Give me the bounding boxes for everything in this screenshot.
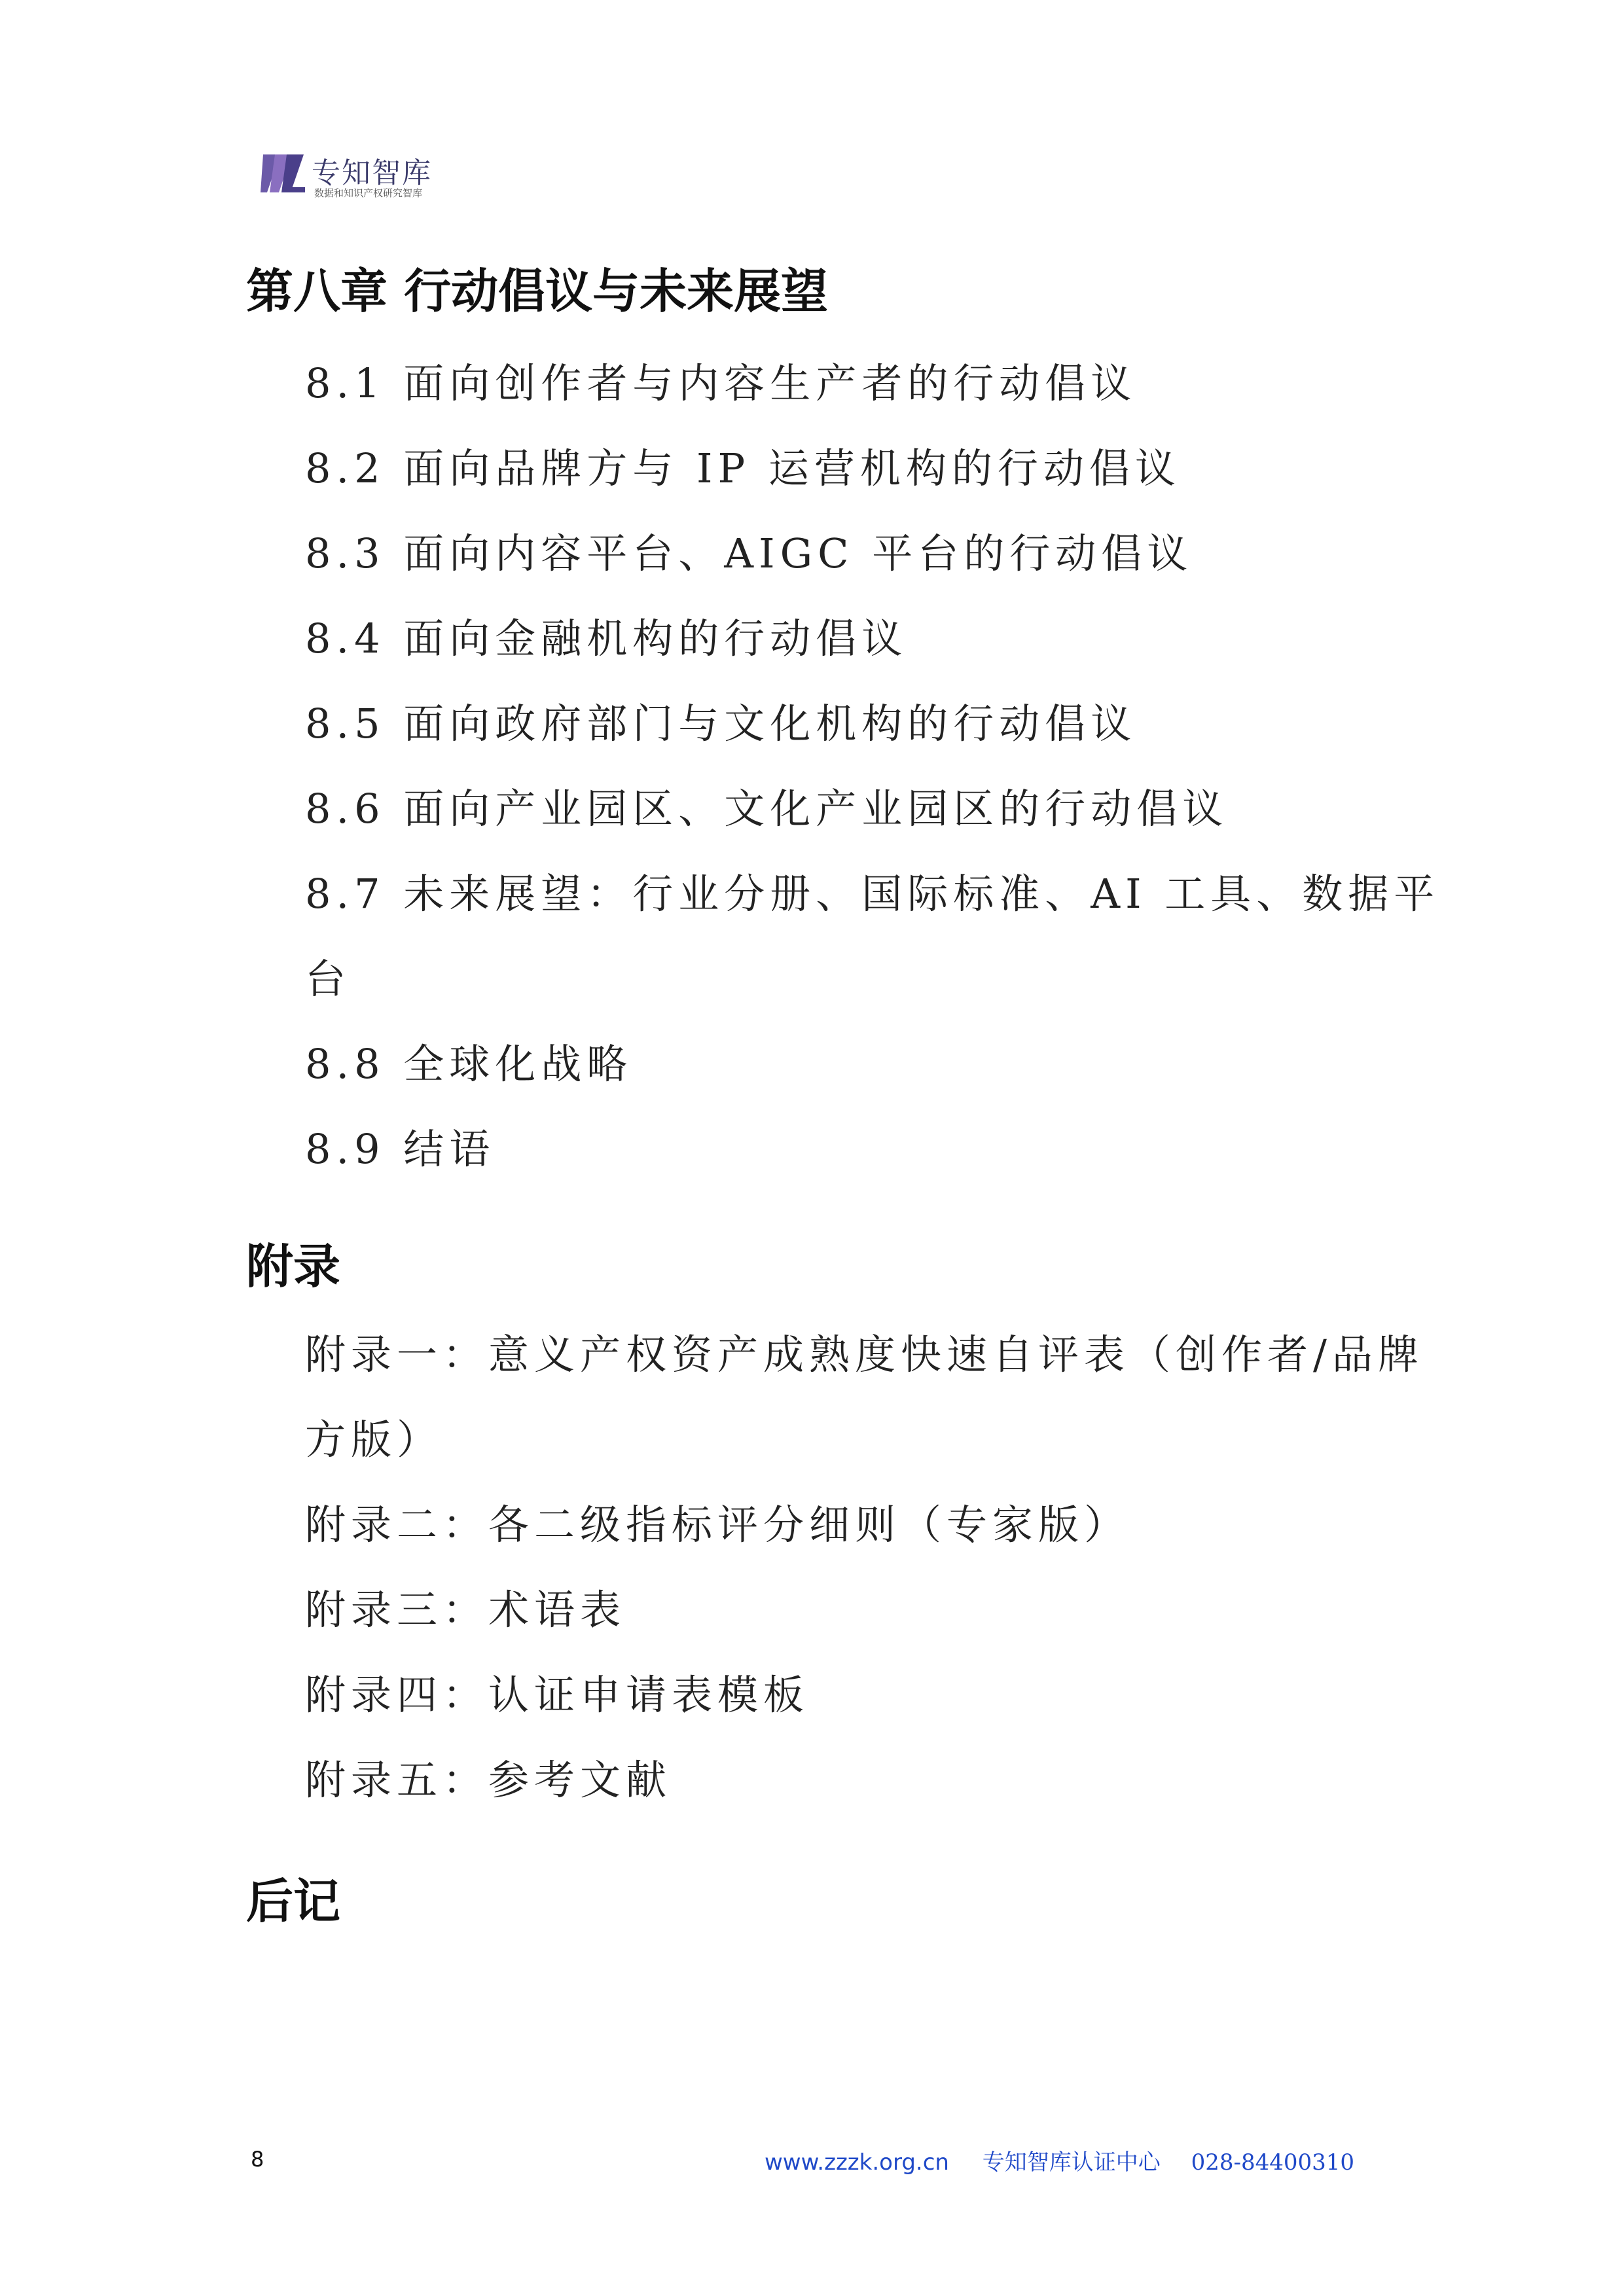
toc-item: 8.6 面向产业园区、文化产业园区的行动倡议 bbox=[305, 785, 1229, 833]
toc-item: 8.5 面向政府部门与文化机构的行动倡议 bbox=[305, 700, 1137, 747]
chapter8-heading: 第八章 行动倡议与未来展望 bbox=[246, 264, 829, 319]
footer-phone: 028-84400310 bbox=[1191, 2149, 1355, 2176]
toc-item: 8.8 全球化战略 bbox=[305, 1040, 633, 1088]
appendix-heading: 附录 bbox=[246, 1239, 341, 1294]
appendix-item: 附录二：各二级指标评分细则（专家版） bbox=[305, 1501, 1130, 1549]
toc-item: 8.4 面向金融机构的行动倡议 bbox=[305, 615, 908, 662]
appendix-item: 附录四：认证申请表模板 bbox=[305, 1671, 810, 1719]
zk-logo-icon bbox=[261, 151, 306, 196]
appendix-item-continuation: 方版） bbox=[305, 1416, 443, 1463]
toc-item: 8.3 面向内容平台、AIGC 平台的行动倡议 bbox=[305, 529, 1193, 577]
toc-item-continuation: 台 bbox=[305, 955, 352, 1003]
page-number: 8 bbox=[251, 2147, 264, 2172]
logo bbox=[261, 148, 457, 207]
appendix-item: 附录三：术语表 bbox=[305, 1586, 626, 1634]
toc-item: 8.7 未来展望：行业分册、国际标准、AI 工具、数据平 bbox=[305, 870, 1440, 918]
logo-name: 专知智库 bbox=[312, 156, 432, 190]
footer-url[interactable]: www.zzzk.org.cn bbox=[765, 2149, 949, 2176]
toc-item: 8.2 面向品牌方与 IP 运营机构的行动倡议 bbox=[305, 444, 1181, 492]
footer-contact bbox=[765, 2144, 1354, 2176]
appendix-item: 附录五：参考文献 bbox=[305, 1756, 672, 1804]
afterword-heading: 后记 bbox=[246, 1874, 341, 1929]
footer-org: 专知智库认证中心 bbox=[982, 2149, 1161, 2176]
logo-subtitle: 数据和知识产权研究智库 bbox=[314, 187, 423, 199]
appendix-item: 附录一：意义产权资产成熟度快速自评表（创作者/品牌 bbox=[305, 1331, 1424, 1378]
toc-item: 8.1 面向创作者与内容生产者的行动倡议 bbox=[305, 359, 1137, 407]
toc-item: 8.9 结语 bbox=[305, 1125, 496, 1173]
